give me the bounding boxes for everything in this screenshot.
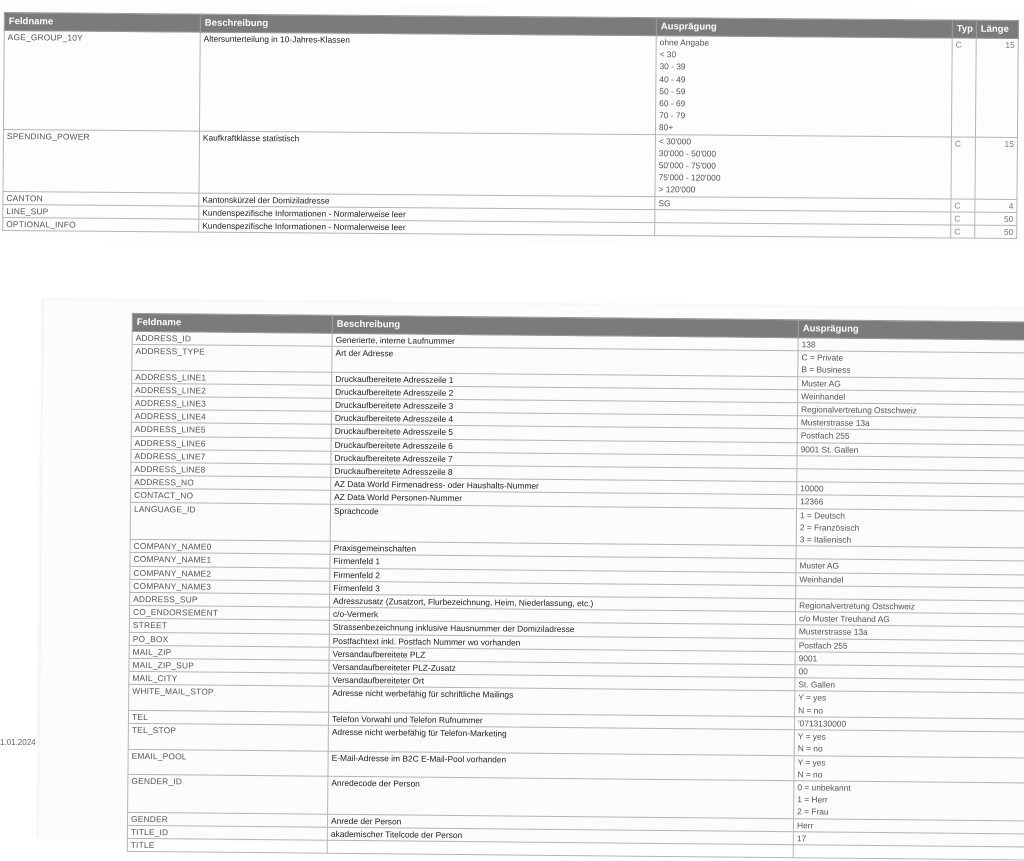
value-line (797, 845, 1024, 860)
description-cell: Druckaufbereitete Adresszeile 2 (332, 385, 798, 403)
value-line: 60 - 69 (659, 98, 686, 109)
field-name-cell: ADDRESS_LINE6 (131, 436, 331, 451)
value-line: Musterstrasse 13a (800, 417, 870, 429)
field-table-upper (2, 12, 1019, 239)
description-cell: Firmenfeld 2 (330, 568, 796, 586)
field-name-cell: PO_BOX (129, 632, 329, 647)
description-cell: Druckaufbereitete Adresszeile 1 (332, 372, 798, 390)
field-name-cell: ADDRESS_LINE5 (131, 423, 331, 438)
field-name-cell: ADDRESS_LINE4 (131, 410, 331, 425)
value-line: Musterstrasse 13a (798, 626, 868, 638)
description-cell: Adresse nicht werbefähig für schriftliche Mailings (329, 687, 795, 717)
field-name-cell: CO_ENDORSEMENT (129, 606, 329, 621)
value-line: 10000 (800, 483, 824, 494)
value-line: 40 - 49 (659, 73, 686, 84)
field-name-cell: MAIL_ZIP_SUP (129, 658, 329, 673)
description-cell: Versandaufbereitete PLZ (329, 647, 795, 665)
description-cell: E-Mail-Adresse im B2C E-Mail-Pool vorhanden (328, 751, 794, 781)
field-name-cell: COMPANY_NAME0 (130, 540, 330, 555)
column-header: Beschreibung (332, 315, 798, 337)
field-name-cell: SPENDING_POWER (3, 129, 199, 193)
field-name-cell: MAIL_CITY (129, 672, 329, 687)
field-table-lower (127, 313, 1024, 861)
document-page-lower (39, 300, 1024, 850)
type-cell: C (951, 38, 976, 137)
field-name-cell: CANTON (3, 191, 199, 206)
column-header: Ausprägung (656, 18, 952, 38)
description-cell: Anredecode der Person (328, 776, 794, 818)
type-cell: C (951, 137, 975, 199)
description-cell: Telefon Vorwahl und Telefon Rufnummer (328, 712, 794, 730)
value-line: Y = yes (798, 692, 827, 704)
field-name-cell: OPTIONAL_INFO (3, 218, 199, 233)
description-cell: Firmenfeld 1 (330, 555, 796, 573)
value-line: Regionalvertretung Ostschweiz (799, 600, 916, 612)
field-name-cell: ADDRESS_NO (131, 476, 331, 491)
column-header: Beschreibung (200, 14, 656, 36)
type-cell: C (951, 199, 975, 212)
description-cell: Art der Adresse (332, 346, 798, 376)
description-cell: Anrede der Person (327, 814, 793, 832)
type-cell: C (951, 225, 975, 238)
value-line: N = no (797, 743, 823, 754)
value-line: N = no (797, 768, 823, 780)
description-cell: Adresszusatz (Zusatzort, Flurbezeichnung, Heim, Niederlassung, etc.) (330, 594, 796, 612)
length-cell: 50 (975, 212, 1017, 226)
field-name-cell: TITLE (127, 838, 327, 853)
field-name-cell: STREET (129, 619, 329, 634)
length-cell: 15 (975, 38, 1018, 137)
description-cell: Praxisgemeinschaften (330, 542, 796, 560)
description-cell: Kantonskürzel der Domiziladresse (199, 193, 655, 210)
field-name-cell: TITLE_ID (127, 825, 327, 840)
description-cell: Druckaufbereitete Adresszeile 3 (331, 398, 797, 416)
field-name-cell: ADDRESS_SUP (130, 592, 330, 607)
value-line: 1 = Deutsch (799, 509, 845, 521)
value-cell (655, 36, 952, 137)
description-cell: AZ Data World Personen-Nummer (331, 491, 797, 509)
document-page-upper (0, 0, 1024, 248)
value-line: Y = yes (797, 731, 826, 742)
description-cell: Kundenspezifische Informationen - Normalerweise leer (199, 219, 655, 236)
field-name-cell: ADDRESS_LINE1 (132, 370, 332, 385)
field-name-cell: ADDRESS_LINE2 (132, 383, 332, 398)
value-line: 50 - 59 (659, 85, 686, 97)
value-line: N = no (798, 704, 824, 716)
value-line: Weinhandel (799, 573, 844, 585)
value-line: Postfach 255 (798, 639, 848, 651)
value-line: 9001 St. Gallen (800, 443, 859, 455)
length-cell: 50 (975, 225, 1017, 239)
field-name-cell: LANGUAGE_ID (130, 502, 330, 542)
description-cell: Kundenspezifische Informationen - Normalerweise leer (199, 206, 655, 223)
description-cell: Versandaufbereiteter PLZ-Zusatz (329, 660, 795, 678)
value-line: St. Gallen (798, 679, 836, 690)
field-name-cell: LINE_SUP (3, 204, 199, 219)
value-line: 12366 (800, 496, 824, 507)
value-line: SG (658, 197, 671, 208)
field-name-cell: EMAIL_POOL (128, 749, 328, 776)
field-name-cell: TEL (128, 710, 328, 725)
value-line: C = Private (801, 352, 844, 363)
description-cell: Druckaufbereitete Adresszeile 6 (331, 438, 797, 456)
column-header: Feldname (132, 313, 332, 333)
field-name-cell: MAIL_ZIP (129, 645, 329, 660)
column-header: Länge (976, 20, 1018, 38)
value-cell (794, 755, 1024, 783)
description-cell: Druckaufbereitete Adresszeile 8 (331, 464, 797, 482)
value-line: 30'000 - 50'000 (658, 148, 717, 159)
value-line: Herr (796, 819, 814, 830)
description-cell: Druckaufbereitete Adresszeile 5 (331, 425, 797, 443)
value-cell (798, 351, 1024, 379)
value-line: 2 = Französisch (799, 522, 860, 533)
table-row (3, 129, 1017, 199)
value-line: Postfach 255 (800, 430, 850, 442)
field-name-cell: ADDRESS_ID (132, 331, 332, 346)
field-name-cell: AGE_GROUP_10Y (3, 31, 200, 131)
value-cell (796, 508, 1024, 548)
value-line: 75'000 - 120'000 (658, 172, 721, 183)
column-header: Feldname (4, 13, 200, 33)
table-row (3, 31, 1018, 138)
value-line: 50'000 - 75'000 (658, 160, 716, 171)
type-cell: C (951, 212, 975, 225)
value-cell (794, 730, 1024, 758)
description-cell: Altersunterteilung in 10-Jahres-Klassen (199, 32, 656, 134)
value-line: Muster AG (799, 560, 840, 572)
description-cell: Postfachtext inkl. Postfach Nummer wo vorhanden (329, 634, 795, 652)
value-line: 3 = Italienisch (799, 534, 852, 545)
column-header: Typ (952, 20, 976, 38)
description-cell: Druckaufbereitete Adresszeile 7 (331, 451, 797, 469)
field-name-cell: ADDRESS_LINE7 (131, 449, 331, 464)
value-line: 1 = Herr (797, 794, 828, 805)
description-cell: Generierte, interne Laufnummer (332, 333, 798, 351)
value-line: Weinhandel (801, 391, 846, 402)
description-cell: Adresse nicht werbefähig für Telefon-Marketing (328, 725, 794, 755)
field-name-cell: COMPANY_NAME1 (130, 553, 330, 568)
value-line (658, 223, 947, 237)
value-line: < 30 (659, 49, 677, 60)
value-cell (655, 223, 951, 239)
field-name-cell: ADDRESS_TYPE (132, 345, 332, 372)
value-cell (793, 845, 1024, 861)
field-name-cell: ADDRESS_LINE3 (131, 396, 331, 411)
value-line: 30 - 39 (659, 61, 686, 72)
description-cell: Firmenfeld 3 (330, 581, 796, 599)
field-name-cell: GENDER (127, 812, 327, 827)
length-cell: 15 (975, 137, 1017, 199)
length-cell: 4 (975, 199, 1017, 213)
value-line: B = Business (801, 364, 851, 376)
value-line: 17 (796, 832, 807, 844)
value-line: 00 (798, 666, 808, 677)
value-line: 0 = unbekannt (797, 782, 851, 793)
value-line: 70 - 79 (659, 110, 686, 121)
value-line: Muster AG (801, 377, 841, 389)
value-line: 138 (801, 339, 816, 350)
value-line: Regionalvertretung Ostschweiz (800, 404, 917, 416)
value-line: 9001 (798, 653, 818, 664)
description-cell: Kaufkraftklasse statistisch (199, 131, 655, 197)
value-line: 2 = Frau (797, 806, 829, 817)
value-cell (655, 134, 951, 198)
value-cell (795, 691, 1024, 719)
description-cell: Sprachcode (330, 504, 796, 546)
value-line: 80+ (658, 122, 674, 133)
value-line: Y = yes (797, 756, 826, 768)
page-date: 1.01.2024 (0, 738, 36, 747)
description-cell: akademischer Titelcode der Person (327, 827, 793, 845)
value-line: ohne Angabe (659, 37, 710, 48)
column-header: Ausprägung (798, 320, 1024, 341)
field-name-cell: WHITE_MAIL_STOP (129, 685, 329, 712)
value-line: c/o Muster Treuhand AG (798, 613, 890, 625)
field-name-cell: COMPANY_NAME2 (130, 566, 330, 581)
field-name-cell: COMPANY_NAME3 (130, 579, 330, 594)
value-cell (794, 781, 1024, 821)
field-name-cell: GENDER_ID (128, 774, 328, 814)
description-cell: Strassenbezeichnung inklusive Hausnummer der Domiziladresse (329, 621, 795, 639)
description-cell: Druckaufbereitete Adresszeile 4 (331, 411, 797, 429)
value-line: '0713130000 (797, 718, 847, 729)
field-name-cell: TEL_STOP (128, 723, 328, 750)
field-name-cell: ADDRESS_LINE8 (131, 462, 331, 477)
description-cell: c/o-Vermerk (329, 608, 795, 626)
description-cell: Versandaufbereiteter Ort (329, 674, 795, 692)
value-line: < 30'000 (658, 135, 692, 147)
field-name-cell: CONTACT_NO (131, 489, 331, 504)
description-cell: AZ Data World Firmenadress- oder Haushalts-Nummer (331, 477, 797, 495)
value-line: > 120'000 (658, 184, 696, 195)
